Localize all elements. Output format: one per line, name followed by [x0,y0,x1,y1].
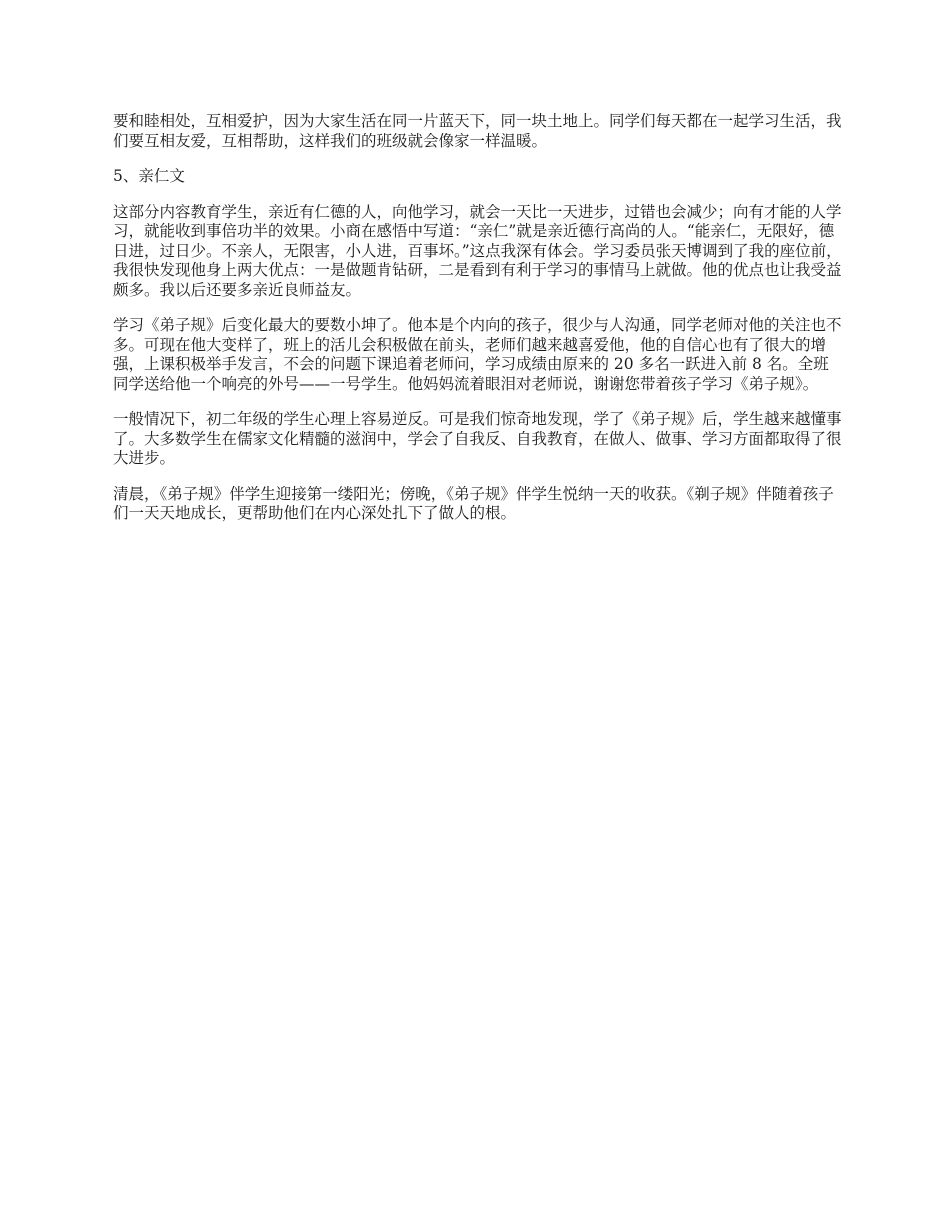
paragraph-qinren-explanation: 这部分内容教育学生，亲近有仁德的人，向他学习，就会一天比一天进步，过错也会减少；向有才能的人学习，就能收到事倍功半的效果。小商在感悟中写道：“亲仁”就是亲近德行高尚的人。“能亲仁，无限好，德日进，过日少。不亲人，无限害，小人进，百事坏。”这点我深有体会。学习委员张天博调到了我的座位前，我很快发现他身上两大优点：一是做题肯钻研，二是看到有利于学习的事情马上就做。他的优点也让我受益颇多。我以后还要多亲近良师益友。 [113,202,842,299]
section-heading-qinren: 5、亲仁文 [113,167,185,185]
paragraph-xiaokun-change: 学习《弟子规》后变化最大的要数小坤了。他本是个内向的孩子，很少与人沟通，同学老师对他的关注也不多。可现在他大变样了，班上的活儿会积极做在前头，老师们越来越喜爱他，他的自信心也有了很大的增强，上课积极举手发言，不会的问题下课追着老师问，学习成绩由原来的 20 多名一跃进入前 8 名。全班同学送给他一个响亮的外号——一号学生。他妈妈流着眼泪对老师说，谢谢您带着孩子学习《弟子规》。 [113,316,842,393]
paragraph-harmony: 要和睦相处，互相爱护，因为大家生活在同一片蓝天下，同一块土地上。同学们每天都在一起学习生活，我们要互相友爱，互相帮助，这样我们的班级就会像家一样温暖。 [113,112,842,150]
paragraph-grade-two-students: 一般情况下，初二年级的学生心理上容易逆反。可是我们惊奇地发现，学了《弟子规》后，学生越来越懂事了。大多数学生在儒家文化精髓的滋润中，学会了自我反、自我教育，在做人、做事、学习方面都取得了很大进步。 [113,410,842,467]
document-body [113,112,843,540]
paragraph-conclusion: 清晨，《弟子规》伴学生迎接第一缕阳光；傍晚，《弟子规》伴学生悦纳一天的收获。《剃子规》伴随着孩子们一天天地成长，更帮助他们在内心深处扎下了做人的根。 [113,484,834,522]
